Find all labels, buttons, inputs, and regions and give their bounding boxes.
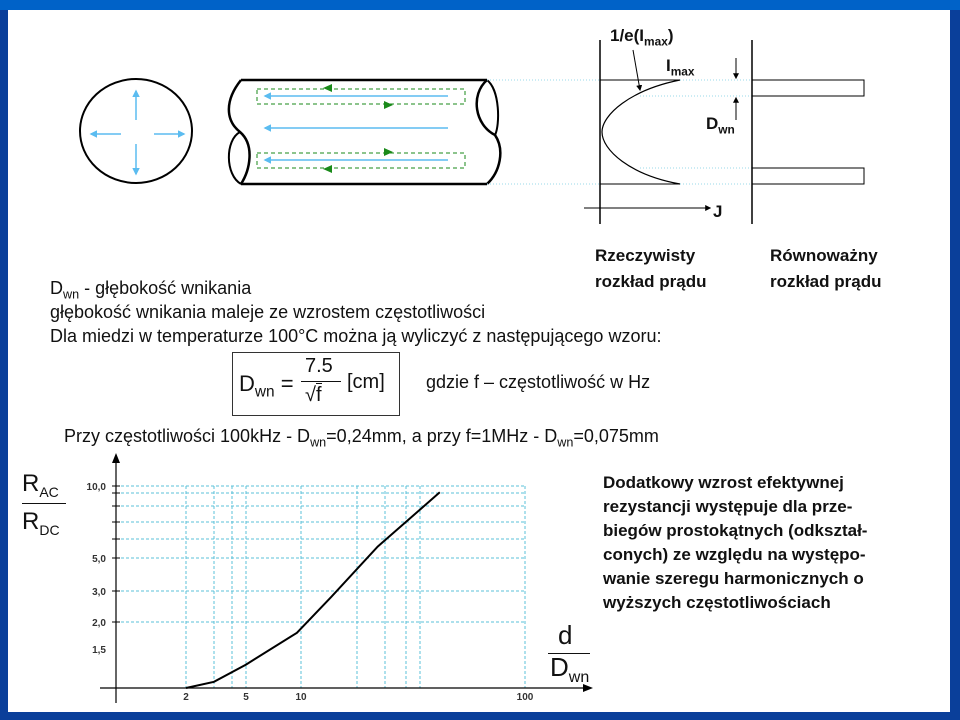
fraction-bar — [301, 381, 341, 382]
text-line-3: Dla miedzi w temperaturze 100°C można ją wyliczyć z następującego wzoru: — [50, 326, 662, 346]
pointer-arrow — [633, 50, 640, 90]
y-axis-arrow — [112, 453, 120, 463]
caption-real: Rzeczywisty rozkład prądu — [595, 246, 707, 291]
label-j: J — [713, 202, 723, 221]
label-dwn: $D_{wn}$ — [706, 114, 735, 137]
label-imax: $I_{max}$ — [666, 56, 695, 79]
label-1e-imax: $1/e(I_{max})$ — [610, 26, 674, 49]
wire-side-view — [229, 80, 500, 184]
x-tick-label: 2 — [183, 692, 189, 703]
x-tick-label: 100 — [516, 692, 534, 703]
x-tick-label: 5 — [243, 692, 249, 703]
formula-note: gdzie f – częstotliwość w Hz — [426, 372, 651, 392]
x-label-denominator: $D_{wn}$ — [550, 652, 590, 687]
x-tick-label: 10 — [295, 692, 307, 703]
y-tick-label: 10,0 — [86, 482, 106, 493]
rac-rdc-chart — [87, 453, 593, 703]
radial-arrows-icon — [91, 91, 184, 174]
wire-cross-section — [80, 79, 192, 183]
y-label-denominator: $R_{DC}$ — [22, 508, 60, 538]
y-tick-label: 3,0 — [92, 587, 106, 598]
formula-lhs: $D_{wn}$ = — [239, 371, 294, 401]
formula-box — [232, 352, 400, 416]
formula-numerator: 7.5 — [305, 355, 333, 377]
definition-line: $D_{wn}$ - głębokość wnikania — [50, 278, 252, 302]
y-tick-label: 2,0 — [92, 618, 106, 629]
text-line-2: głębokość wnikania maleje ze wzrostem częstotliwości — [50, 302, 486, 322]
side-note: Dodatkowy wzrost efektywnej rezystancji występuje dla prze- biegów prostokątnych (odkształ- conych) ze względu na występo- wanie szeregu harmonicznych o wyższych częstotliwościach — [603, 473, 868, 612]
formula-unit: [cm] — [347, 371, 385, 393]
y-label-bar — [22, 503, 66, 504]
y-tick-label: 1,5 — [92, 645, 106, 656]
formula-denominator: √f — [305, 384, 322, 406]
example-line: Przy częstotliwości $100kHz - D_{wn}=0,24mm$, a przy $f=1MHz - D_{wn}=0,075mm$ — [64, 426, 659, 450]
y-tick-label: 5,0 — [92, 554, 106, 565]
caption-equivalent: Równoważny rozkład prądu — [770, 246, 882, 291]
x-label-numerator: d — [558, 620, 573, 650]
y-label-numerator: $R_{AC}$ — [22, 470, 59, 500]
